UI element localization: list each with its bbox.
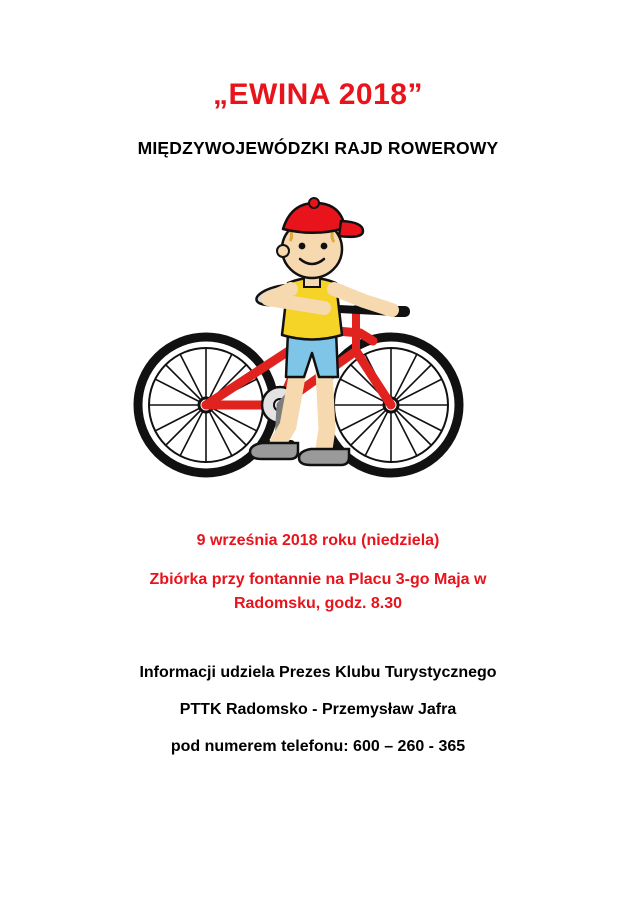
page-subtitle: MIĘDZYWOJEWÓDZKI RAJD ROWEROWY (137, 138, 499, 158)
contact-line-1: Informacji udziela Prezes Klubu Turystycznego (139, 663, 497, 681)
contact-block (0, 617, 636, 775)
contact-phone-line: pod numerem telefonu: 600 – 260 - 365 (170, 737, 466, 755)
contact-line-2: PTTK Radomsko - Przemysław Jafra (179, 700, 457, 718)
event-place-line-2: Radomsku, godz. 8.30 (233, 594, 403, 612)
boy-with-bicycle-illustration (128, 159, 508, 491)
event-date: 9 września 2018 roku (niedziela) (196, 532, 440, 549)
page-title: „EWINA 2018” (213, 78, 423, 111)
event-place-line-1: Zbiórka przy fontannie na Placu 3-go Maja w (149, 570, 487, 588)
event-date-block (0, 491, 636, 617)
